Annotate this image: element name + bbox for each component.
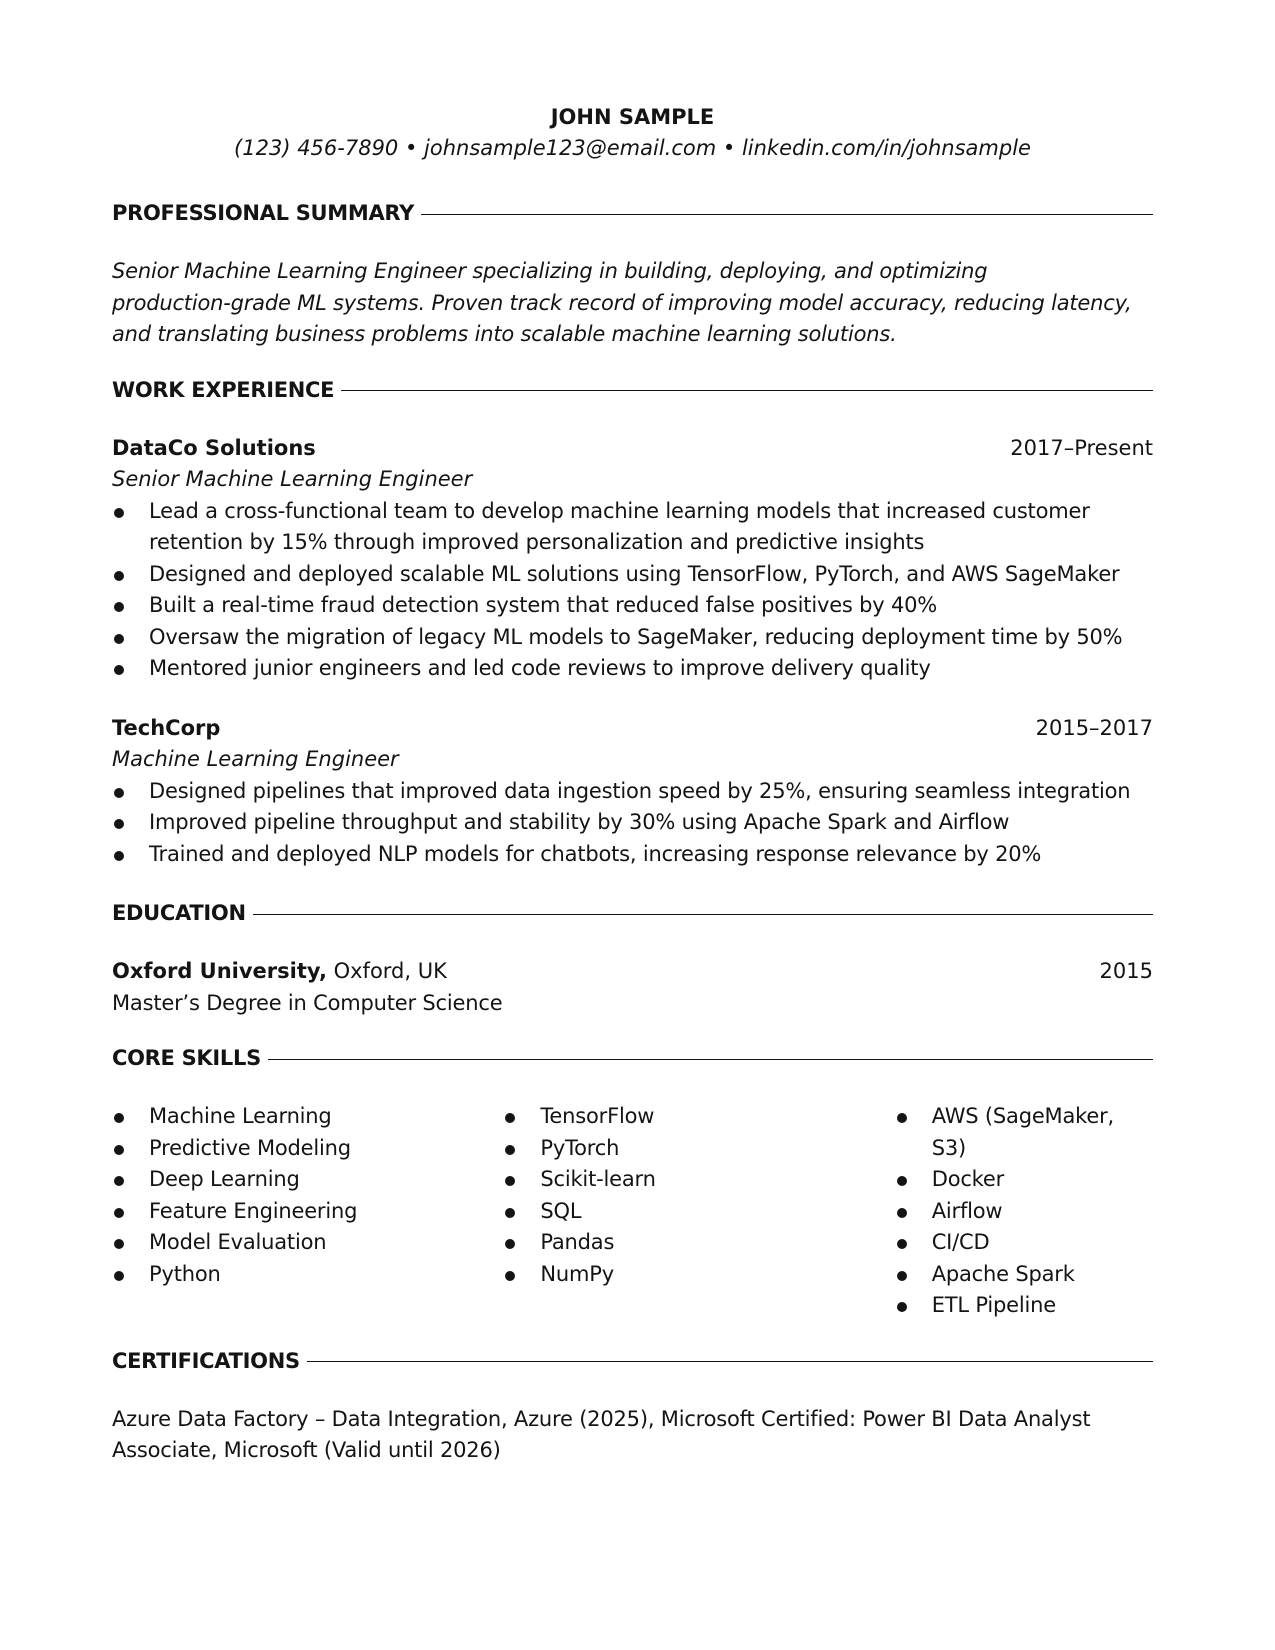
bullet-icon <box>114 602 124 612</box>
education-header <box>112 956 1153 988</box>
job-header <box>112 713 1153 745</box>
list-item <box>895 1259 1153 1291</box>
list-item <box>503 1133 894 1165</box>
bullet-icon <box>897 1271 907 1281</box>
list-item <box>112 839 1153 871</box>
list-item <box>895 1227 1153 1259</box>
bullet-text: Improved pipeline throughput and stability by 30% using Apache Spark and Airflow <box>149 810 1010 834</box>
bullet-icon <box>897 1208 907 1218</box>
education-section <box>112 898 1153 1019</box>
bullet-icon <box>114 1113 124 1123</box>
bullet-icon <box>114 508 124 518</box>
summary-line: production-grade ML systems. Proven track record of improving model accuracy, reducing latency, <box>112 290 1132 315</box>
job-dates: 2015–2017 <box>1035 715 1153 740</box>
skill-text: Feature Engineering <box>149 1198 358 1223</box>
bullet-text: Mentored junior engineers and led code reviews to improve delivery quality <box>149 656 931 680</box>
bullet-text: Built a real-time fraud detection system that reduced false positives by 40% <box>149 593 938 617</box>
experience-section <box>112 375 1153 871</box>
bullet-icon <box>114 851 124 861</box>
bullet-icon <box>897 1239 907 1249</box>
skills-section <box>112 1043 1153 1322</box>
bullet-text: Designed and deployed scalable ML solutions using TensorFlow, PyTorch, and AWS SageMaker <box>149 561 1120 586</box>
bullet-icon <box>114 634 124 644</box>
certifications-text: Azure Data Factory – Data Integration, Azure (2025), Microsoft Certified: Power BI Data Analyst Associate, Microsoft (Valid until 2026) <box>112 1406 1091 1462</box>
skill-text: NumPy <box>540 1261 614 1286</box>
company-name: TechCorp <box>112 715 221 740</box>
list-item <box>112 807 1153 839</box>
bullet-icon <box>114 1145 124 1155</box>
section-heading <box>112 898 1153 928</box>
summary-title: PROFESSIONAL SUMMARY <box>112 201 415 225</box>
contact-line: (123) 456-7890 • johnsample123@email.com • linkedin.com/in/johnsample <box>234 136 1031 160</box>
skill-text: Scikit-learn <box>540 1167 656 1191</box>
skill-text: Docker <box>931 1167 1005 1191</box>
education-institution <box>112 956 447 988</box>
bullet-text: Trained and deployed NLP models for chatbots, increasing response relevance by 20% <box>149 841 1042 866</box>
job-header <box>112 433 1153 465</box>
summary-text <box>112 256 1153 351</box>
list-item <box>503 1196 894 1228</box>
company-name: DataCo Solutions <box>112 435 316 460</box>
bullet-icon <box>505 1271 515 1281</box>
skills-column <box>503 1101 894 1322</box>
list-item <box>112 496 1153 559</box>
list-item <box>895 1164 1153 1196</box>
bullet-icon <box>114 1208 124 1218</box>
job-role: Senior Machine Learning Engineer <box>112 467 473 491</box>
bullet-icon <box>114 819 124 829</box>
school-location: Oxford, UK <box>326 959 447 983</box>
list-item <box>895 1101 1153 1164</box>
summary-line: and translating business problems into scalable machine learning solutions. <box>112 322 897 346</box>
skills-grid <box>112 1101 1153 1322</box>
list-item <box>895 1196 1153 1228</box>
list-item <box>112 1196 503 1228</box>
bullet-text: Lead a cross-functional team to develop machine learning models that increased customer retention by 15% through improved personalization and predictive insights <box>149 498 1090 554</box>
list-item <box>112 653 1153 685</box>
job-role: Machine Learning Engineer <box>112 747 399 771</box>
skill-text: Model Evaluation <box>149 1230 327 1254</box>
skill-text: Airflow <box>931 1198 1003 1223</box>
list-item <box>503 1101 894 1133</box>
list-item <box>895 1290 1153 1322</box>
job-bullets <box>112 776 1153 871</box>
summary-line: Senior Machine Learning Engineer specializing in building, deploying, and optimizing <box>112 259 988 283</box>
skill-text: TensorFlow <box>540 1104 655 1128</box>
section-heading <box>112 198 1153 228</box>
job-dates: 2017–Present <box>1010 435 1153 460</box>
bullet-icon <box>505 1176 515 1186</box>
bullet-icon <box>114 665 124 675</box>
bullet-icon <box>897 1176 907 1186</box>
skills-title: CORE SKILLS <box>112 1046 261 1070</box>
skill-text: Predictive Modeling <box>149 1135 351 1160</box>
bullet-icon <box>114 788 124 798</box>
section-heading <box>112 375 1153 405</box>
list-item <box>503 1259 894 1291</box>
list-item <box>112 622 1153 654</box>
job-bullets <box>112 496 1153 685</box>
bullet-icon <box>114 1176 124 1186</box>
list-item <box>112 776 1153 808</box>
skill-text: CI/CD <box>931 1230 990 1254</box>
list-item <box>112 559 1153 591</box>
list-item <box>503 1227 894 1259</box>
skill-text: Apache Spark <box>931 1261 1075 1286</box>
bullet-icon <box>114 571 124 581</box>
skill-text: PyTorch <box>540 1135 620 1160</box>
skills-column <box>112 1101 503 1322</box>
section-divider <box>341 390 1153 391</box>
bullet-text: Oversaw the migration of legacy ML models to SageMaker, reducing deployment time by 50% <box>149 624 1123 649</box>
education-degree: Master’s Degree in Computer Science <box>112 990 503 1015</box>
certifications-section <box>112 1346 1153 1467</box>
skill-text: ETL Pipeline <box>931 1293 1056 1317</box>
section-heading <box>112 1043 1153 1073</box>
skills-column <box>895 1101 1153 1322</box>
section-divider <box>253 914 1153 915</box>
job-entry <box>112 713 1153 871</box>
summary-section <box>112 198 1153 351</box>
candidate-name: JOHN SAMPLE <box>550 105 715 129</box>
list-item <box>112 1133 503 1165</box>
list-item <box>112 1101 503 1133</box>
bullet-icon <box>505 1208 515 1218</box>
bullet-text: Designed pipelines that improved data ingestion speed by 25%, ensuring seamless integration <box>149 778 1131 803</box>
education-year: 2015 <box>1099 959 1153 983</box>
section-divider <box>268 1059 1153 1060</box>
resume-header <box>112 102 1153 164</box>
list-item <box>112 590 1153 622</box>
list-item <box>112 1164 503 1196</box>
job-entry <box>112 433 1153 685</box>
experience-title: WORK EXPERIENCE <box>112 377 335 402</box>
bullet-icon <box>897 1113 907 1123</box>
skill-text: SQL <box>540 1198 582 1223</box>
bullet-icon <box>505 1239 515 1249</box>
skill-text: Pandas <box>540 1230 615 1254</box>
bullet-icon <box>505 1145 515 1155</box>
education-title: EDUCATION <box>112 901 246 925</box>
list-item <box>112 1259 503 1291</box>
list-item <box>112 1227 503 1259</box>
section-divider <box>307 1361 1153 1362</box>
bullet-icon <box>114 1239 124 1249</box>
bullet-icon <box>897 1302 907 1312</box>
section-divider <box>421 214 1153 215</box>
skill-text: Deep Learning <box>149 1167 300 1191</box>
certifications-title: CERTIFICATIONS <box>112 1348 300 1373</box>
skill-text: Python <box>149 1261 221 1286</box>
skill-text: Machine Learning <box>149 1104 332 1128</box>
school-name: Oxford University, <box>112 959 327 983</box>
skill-text: AWS (SageMaker, S3) <box>931 1104 1114 1160</box>
bullet-icon <box>505 1113 515 1123</box>
section-heading <box>112 1346 1153 1376</box>
list-item <box>503 1164 894 1196</box>
bullet-icon <box>114 1271 124 1281</box>
